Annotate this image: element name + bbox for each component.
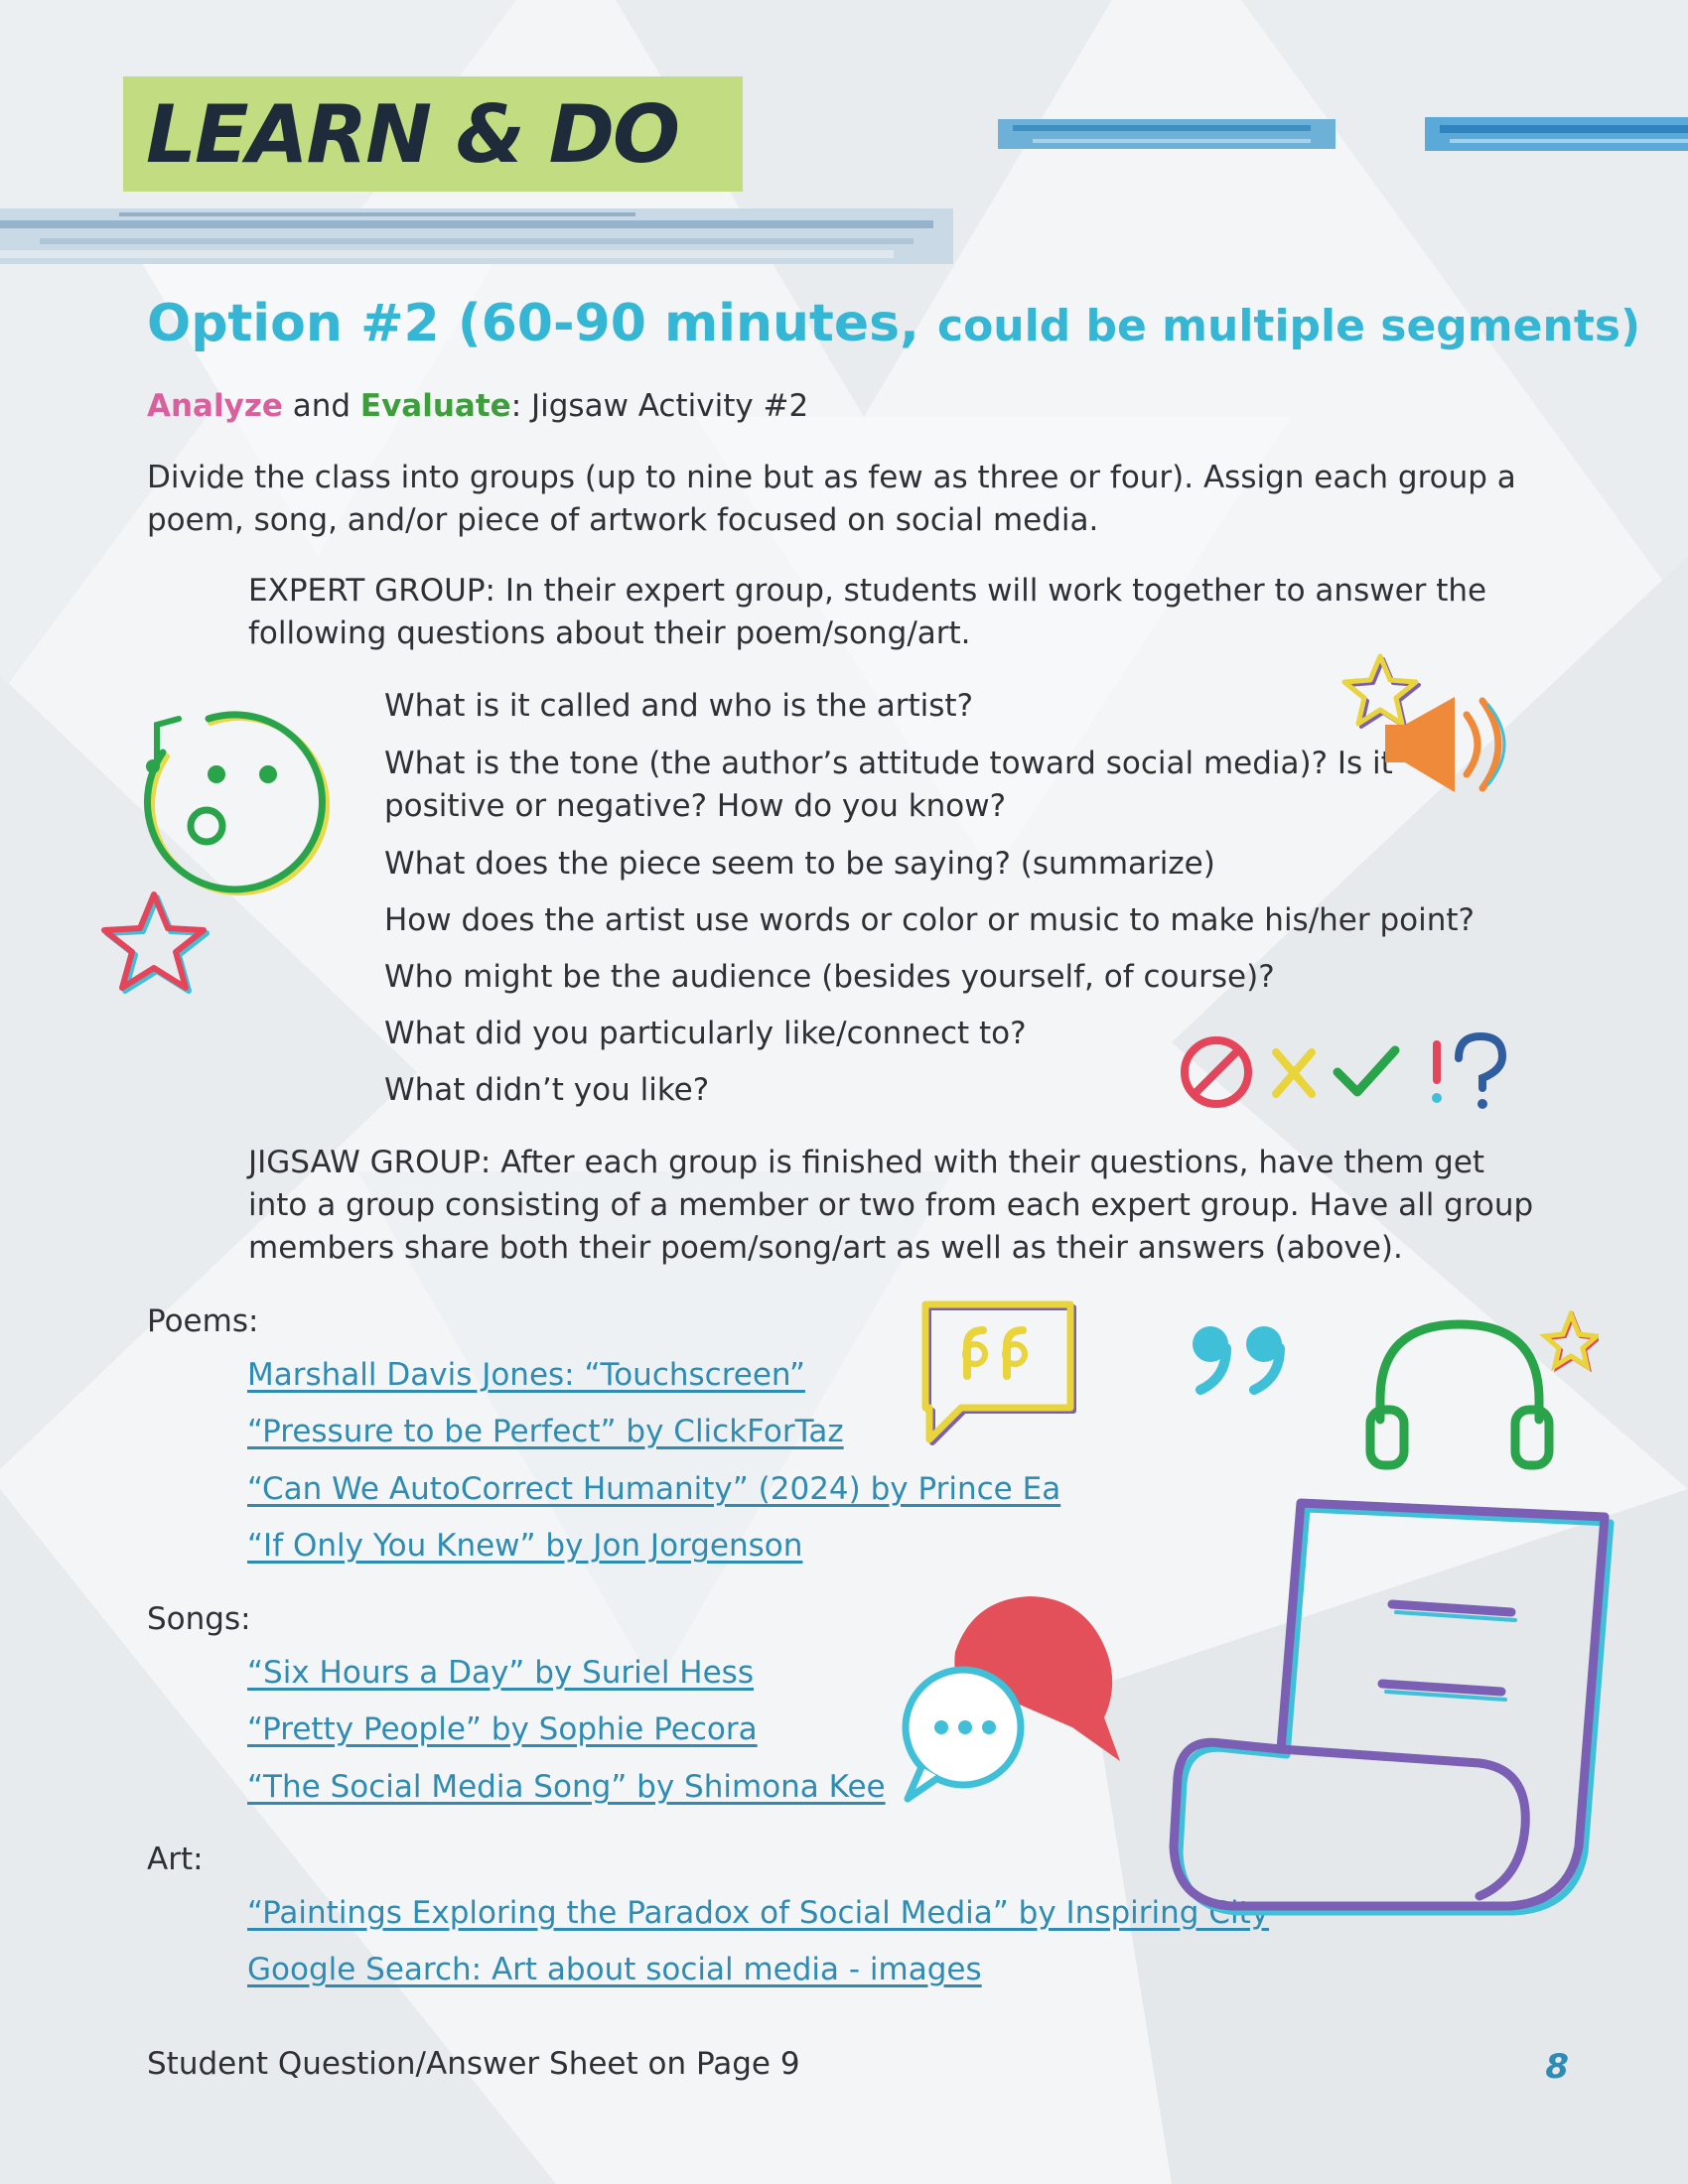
- question-item: positive or negative? How do you know?: [384, 788, 1007, 824]
- songs-heading: Songs:: [147, 1601, 251, 1637]
- and-label: and: [282, 388, 360, 424]
- poems-heading: Poems:: [147, 1303, 259, 1339]
- question-item: What did you particularly like/connect to?: [384, 1016, 1027, 1051]
- question-item: Who might be the audience (besides yourself, of course)?: [384, 959, 1275, 995]
- intro-paragraph: Divide the class into groups (up to nine but as few as three or four). Assign each group a poem, song, and/or piece of artwork focused on social media.: [147, 460, 1516, 538]
- headphones-icon: [1360, 1310, 1599, 1474]
- scroll-document-icon: [1152, 1489, 1628, 1926]
- evaluate-label: Evaluate: [359, 388, 511, 424]
- poem-link[interactable]: “Can We AutoCorrect Humanity” (2024) by Prince Ea: [247, 1471, 1061, 1507]
- option-title: [147, 290, 1641, 360]
- question-item: How does the artist use words or color or music to make his/her point?: [384, 902, 1475, 938]
- page-title: LEARN & DO: [146, 88, 678, 181]
- question-item: What does the piece seem to be saying? (summarize): [384, 846, 1215, 882]
- art-heading: Art:: [147, 1842, 204, 1877]
- chat-bubbles-icon: [894, 1578, 1132, 1817]
- page-number: 8: [1545, 2047, 1569, 2087]
- question-item: What is the tone (the author’s attitude toward social media)? Is it: [384, 746, 1393, 781]
- option-title-main: Option #2 (60-90 minutes,: [147, 294, 937, 353]
- option-title-sub: could be multiple segments): [936, 301, 1641, 351]
- song-link[interactable]: “Six Hours a Day” by Suriel Hess: [247, 1655, 754, 1691]
- art-link[interactable]: Google Search: Art about social media - images: [247, 1952, 982, 1987]
- quotation-marks-icon: [1187, 1320, 1296, 1400]
- quote-bubble-icon: [912, 1291, 1085, 1464]
- art-link[interactable]: “Paintings Exploring the Paradox of Social Media” by Inspiring City: [247, 1895, 1270, 1931]
- megaphone-icon: [1375, 675, 1534, 814]
- poem-link[interactable]: Marshall Davis Jones: “Touchscreen”: [247, 1357, 805, 1393]
- analyze-label: Analyze: [147, 388, 283, 424]
- jigsaw-group-paragraph: JIGSAW GROUP: After each group is finished with their questions, have them get into a group consisting of a member or two from each expert group. Have all group members share both their poem/song/art as well as their answers (above).: [248, 1145, 1534, 1266]
- activity-label: : Jigsaw Activity #2: [510, 388, 809, 424]
- poem-link[interactable]: “Pressure to be Perfect” by ClickForTaz: [247, 1414, 844, 1449]
- reaction-symbols-icon: [1177, 1023, 1524, 1122]
- activity-subhead: [147, 385, 808, 428]
- song-link[interactable]: “Pretty People” by Sophie Pecora: [247, 1711, 758, 1747]
- question-item: What didn’t you like?: [384, 1072, 710, 1108]
- expert-group-paragraph: EXPERT GROUP: In their expert group, students will work together to answer the following questions about their poem/song/art.: [248, 573, 1487, 651]
- footer-note: Student Question/Answer Sheet on Page 9: [147, 2046, 800, 2082]
- singing-face-icon: [139, 705, 348, 913]
- song-link[interactable]: “The Social Media Song” by Shimona Kee: [247, 1769, 886, 1805]
- poem-link[interactable]: “If Only You Knew” by Jon Jorgenson: [247, 1528, 803, 1564]
- star-icon: [94, 888, 213, 1003]
- question-item: What is it called and who is the artist?: [384, 688, 974, 724]
